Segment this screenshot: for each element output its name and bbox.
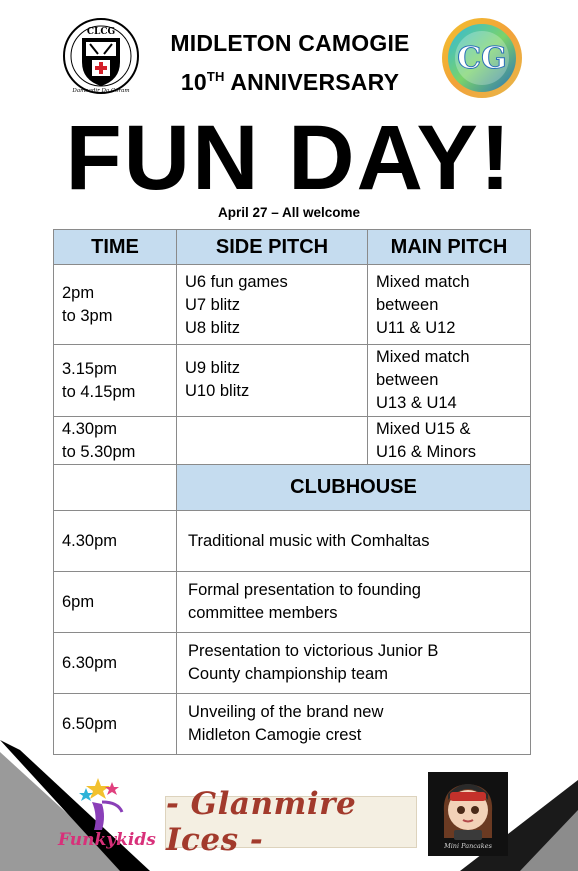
table-row [54, 633, 531, 694]
funkykids-label: Funkykids [58, 830, 156, 850]
schedule-table [53, 229, 531, 755]
clubhouse-event [177, 511, 531, 572]
row-side-pitch [177, 345, 368, 417]
clubhouse-blank-cell [54, 465, 177, 511]
funkykids-stars-icon [58, 772, 154, 832]
clubhouse-time: 6pm [54, 572, 177, 633]
time-line: 4.30pm [62, 419, 118, 438]
anniversary-number: 10 [180, 69, 207, 95]
side-line: U6 fun games [185, 273, 288, 291]
table-row [54, 417, 531, 465]
main-line: Mixed match [376, 273, 470, 291]
clubhouse-event [177, 633, 531, 694]
header-clubhouse: CLUBHOUSE [177, 465, 531, 511]
side-line: U8 blitz [185, 319, 241, 337]
table-row [54, 345, 531, 417]
row-main-pitch [368, 417, 531, 465]
side-line: U7 blitz [185, 296, 241, 314]
clubhouse-time: 4.30pm [54, 511, 177, 572]
mini-pancakes-logo [428, 772, 508, 856]
camogie-association-logo [440, 16, 524, 100]
event-line: Unveiling of the brand new [188, 703, 384, 721]
side-line: U9 blitz [185, 359, 241, 377]
anniversary-heading [140, 69, 440, 96]
clubhouse-time: 6.30pm [54, 633, 177, 694]
main-line: U11 & U12 [376, 319, 456, 337]
table-row [54, 572, 531, 633]
mini-pancakes-character-icon [428, 772, 508, 842]
main-line: between [376, 296, 439, 314]
glanmire-ices-logo [165, 786, 417, 858]
time-line: to 3pm [62, 306, 113, 325]
row-side-pitch [177, 265, 368, 345]
clubhouse-time: 6.50pm [54, 694, 177, 755]
glanmire-ices-label: - Glanmire Ices - [166, 786, 357, 858]
main-line: Mixed U15 & [376, 419, 471, 438]
row-time [54, 265, 177, 345]
time-line: to 5.30pm [62, 442, 136, 461]
header-time: TIME [54, 230, 177, 265]
row-side-pitch [177, 417, 368, 465]
row-time [54, 345, 177, 417]
event-line: Formal presentation to founding [188, 581, 421, 599]
event-line: committee members [188, 604, 338, 622]
crest-top-text: CLCG [86, 27, 116, 37]
side-line: U10 blitz [185, 382, 250, 400]
time-line: 3.15pm [62, 359, 118, 378]
main-line: U16 & Minors [376, 442, 476, 461]
anniversary-word: ANNIVERSARY [224, 69, 400, 95]
table-row [54, 265, 531, 345]
mini-pancakes-label: Mini Pancakes [444, 842, 492, 850]
crest-motto: Dameadir Da Coram [72, 88, 130, 94]
anniversary-ordinal: TH [206, 69, 225, 84]
row-main-pitch [368, 345, 531, 417]
club-crest-logo [62, 16, 140, 96]
clubhouse-event [177, 572, 531, 633]
event-line: Presentation to victorious Junior B [188, 642, 439, 660]
event-line: Midleton Camogie crest [188, 726, 362, 744]
event-date: April 27 – All welcome [217, 205, 361, 220]
table-header-row [54, 230, 531, 265]
event-line: Traditional music with Comhaltas [188, 531, 430, 550]
main-line: between [376, 371, 439, 389]
header-main-pitch: MAIN PITCH [368, 230, 531, 265]
camogie-logo-letters: CG [457, 41, 507, 76]
time-line: 2pm [62, 283, 95, 302]
table-row [54, 511, 531, 572]
event-line: County championship team [188, 665, 388, 683]
row-time [54, 417, 177, 465]
funkykids-logo [58, 772, 154, 856]
clubhouse-header-row [54, 465, 531, 511]
time-line: to 4.15pm [62, 382, 136, 401]
event-title: FUN DAY! [65, 107, 513, 209]
main-line: U13 & U14 [376, 394, 457, 412]
club-name-heading: MIDLETON CAMOGIE [170, 30, 410, 56]
header-side-pitch: SIDE PITCH [177, 230, 368, 265]
main-line: Mixed match [376, 348, 470, 366]
row-main-pitch [368, 265, 531, 345]
